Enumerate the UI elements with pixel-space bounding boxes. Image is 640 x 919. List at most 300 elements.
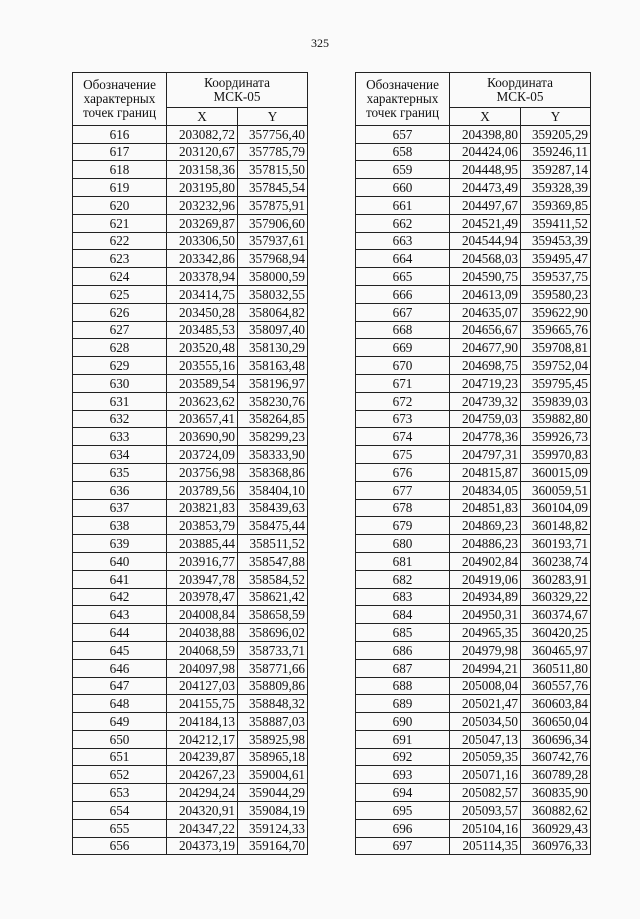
x-coordinate-cell: 204239,87 <box>167 748 238 766</box>
point-id-cell: 689 <box>356 695 450 713</box>
x-coordinate-cell: 204590,75 <box>450 268 521 286</box>
table-row <box>356 357 591 375</box>
y-coordinate-cell: 359839,03 <box>521 392 591 410</box>
x-coordinate-cell: 204902,84 <box>450 552 521 570</box>
x-coordinate-cell: 203978,47 <box>167 588 238 606</box>
point-id-cell: 676 <box>356 463 450 481</box>
point-id-cell: 618 <box>73 161 167 179</box>
x-coordinate-cell: 204965,35 <box>450 624 521 642</box>
x-coordinate-cell: 204719,23 <box>450 374 521 392</box>
x-coordinate-cell: 204521,49 <box>450 214 521 232</box>
table-row <box>356 641 591 659</box>
point-id-cell: 622 <box>73 232 167 250</box>
x-coordinate-cell: 203414,75 <box>167 285 238 303</box>
point-id-cell: 658 <box>356 143 450 161</box>
y-header: Y <box>238 108 308 126</box>
y-coordinate-cell: 358658,59 <box>238 606 308 624</box>
table-row <box>73 179 308 197</box>
x-coordinate-cell: 204544,94 <box>450 232 521 250</box>
point-id-cell: 630 <box>73 374 167 392</box>
point-id-cell: 662 <box>356 214 450 232</box>
table-row <box>356 463 591 481</box>
x-coordinate-cell: 204797,31 <box>450 446 521 464</box>
x-coordinate-cell: 204656,67 <box>450 321 521 339</box>
y-coordinate-cell: 360238,74 <box>521 552 591 570</box>
table-row <box>73 784 308 802</box>
header-line: МСК-05 <box>496 89 544 104</box>
y-coordinate-cell: 358733,71 <box>238 641 308 659</box>
point-id-cell: 646 <box>73 659 167 677</box>
y-coordinate-cell: 360696,34 <box>521 730 591 748</box>
coordinates-table-left <box>72 72 308 855</box>
point-id-cell: 693 <box>356 766 450 784</box>
y-coordinate-cell: 358696,02 <box>238 624 308 642</box>
y-coordinate-cell: 358965,18 <box>238 748 308 766</box>
table-row <box>356 713 591 731</box>
x-coordinate-cell: 204698,75 <box>450 357 521 375</box>
point-id-cell: 666 <box>356 285 450 303</box>
x-coordinate-cell: 204212,17 <box>167 730 238 748</box>
point-id-cell: 683 <box>356 588 450 606</box>
coordinate-header <box>450 73 591 108</box>
x-coordinate-cell: 204068,59 <box>167 641 238 659</box>
y-coordinate-cell: 358264,85 <box>238 410 308 428</box>
y-coordinate-cell: 358848,32 <box>238 695 308 713</box>
x-coordinate-cell: 204155,75 <box>167 695 238 713</box>
x-coordinate-cell: 204347,22 <box>167 819 238 837</box>
point-id-cell: 656 <box>73 837 167 855</box>
x-coordinate-cell: 205071,16 <box>450 766 521 784</box>
y-coordinate-cell: 357815,50 <box>238 161 308 179</box>
y-coordinate-cell: 358621,42 <box>238 588 308 606</box>
point-id-cell: 617 <box>73 143 167 161</box>
point-id-cell: 680 <box>356 535 450 553</box>
point-id-cell: 650 <box>73 730 167 748</box>
table-row <box>356 214 591 232</box>
point-label-header <box>356 73 450 126</box>
table-row <box>356 535 591 553</box>
y-coordinate-cell: 358333,90 <box>238 446 308 464</box>
x-coordinate-cell: 203195,80 <box>167 179 238 197</box>
x-coordinate-cell: 203789,56 <box>167 481 238 499</box>
point-id-cell: 657 <box>356 125 450 143</box>
table-row <box>73 303 308 321</box>
y-coordinate-cell: 359369,85 <box>521 196 591 214</box>
table-row <box>356 321 591 339</box>
table-row <box>356 730 591 748</box>
table-row <box>356 677 591 695</box>
point-id-cell: 627 <box>73 321 167 339</box>
point-id-cell: 628 <box>73 339 167 357</box>
y-coordinate-cell: 357875,91 <box>238 196 308 214</box>
x-coordinate-cell: 203450,28 <box>167 303 238 321</box>
point-id-cell: 621 <box>73 214 167 232</box>
y-coordinate-cell: 359752,04 <box>521 357 591 375</box>
point-id-cell: 682 <box>356 570 450 588</box>
table-row <box>73 730 308 748</box>
x-coordinate-cell: 203947,78 <box>167 570 238 588</box>
y-coordinate-cell: 359164,70 <box>238 837 308 855</box>
table-row <box>356 784 591 802</box>
y-coordinate-cell: 359580,23 <box>521 285 591 303</box>
y-coordinate-cell: 358196,97 <box>238 374 308 392</box>
x-coordinate-cell: 205082,57 <box>450 784 521 802</box>
table-row <box>73 357 308 375</box>
x-coordinate-cell: 204127,03 <box>167 677 238 695</box>
table-row <box>73 196 308 214</box>
point-id-cell: 623 <box>73 250 167 268</box>
x-coordinate-cell: 204739,32 <box>450 392 521 410</box>
y-coordinate-cell: 357906,60 <box>238 214 308 232</box>
table-row <box>73 552 308 570</box>
table-row <box>356 695 591 713</box>
header-line: Координата <box>204 75 270 91</box>
point-id-cell: 652 <box>73 766 167 784</box>
table-row <box>356 268 591 286</box>
header-line: точек границ <box>365 104 440 120</box>
y-coordinate-cell: 357785,79 <box>238 143 308 161</box>
y-coordinate-cell: 359084,19 <box>238 802 308 820</box>
table-row <box>356 766 591 784</box>
table-row <box>356 624 591 642</box>
table-row <box>356 303 591 321</box>
header-line: Координата <box>487 75 553 91</box>
table-row <box>73 819 308 837</box>
table-row <box>356 285 591 303</box>
point-id-cell: 684 <box>356 606 450 624</box>
point-id-cell: 688 <box>356 677 450 695</box>
point-id-cell: 675 <box>356 446 450 464</box>
table-row <box>73 428 308 446</box>
table-row <box>73 713 308 731</box>
y-coordinate-cell: 360742,76 <box>521 748 591 766</box>
x-coordinate-cell: 204424,06 <box>450 143 521 161</box>
table-row <box>73 232 308 250</box>
point-id-cell: 669 <box>356 339 450 357</box>
x-coordinate-cell: 204677,90 <box>450 339 521 357</box>
x-coordinate-cell: 203589,54 <box>167 374 238 392</box>
x-coordinate-cell: 203232,96 <box>167 196 238 214</box>
point-id-cell: 668 <box>356 321 450 339</box>
x-coordinate-cell: 203378,94 <box>167 268 238 286</box>
y-coordinate-cell: 360929,43 <box>521 819 591 837</box>
point-id-cell: 654 <box>73 802 167 820</box>
table-body <box>356 125 591 855</box>
x-coordinate-cell: 205047,13 <box>450 730 521 748</box>
table-row <box>73 161 308 179</box>
point-id-cell: 629 <box>73 357 167 375</box>
table-row <box>356 499 591 517</box>
x-coordinate-cell: 204834,05 <box>450 481 521 499</box>
table-row <box>73 250 308 268</box>
point-id-cell: 671 <box>356 374 450 392</box>
table-row <box>356 196 591 214</box>
y-coordinate-cell: 359044,29 <box>238 784 308 802</box>
x-coordinate-cell: 204886,23 <box>450 535 521 553</box>
x-coordinate-cell: 204097,98 <box>167 659 238 677</box>
y-coordinate-cell: 360059,51 <box>521 481 591 499</box>
table-row <box>356 161 591 179</box>
x-coordinate-cell: 204038,88 <box>167 624 238 642</box>
y-coordinate-cell: 358511,52 <box>238 535 308 553</box>
y-coordinate-cell: 358368,86 <box>238 463 308 481</box>
y-coordinate-cell: 359328,39 <box>521 179 591 197</box>
table-row <box>356 232 591 250</box>
y-coordinate-cell: 359246,11 <box>521 143 591 161</box>
table-row <box>73 802 308 820</box>
table-row <box>73 463 308 481</box>
point-id-cell: 663 <box>356 232 450 250</box>
point-id-cell: 661 <box>356 196 450 214</box>
table-row <box>356 837 591 855</box>
y-coordinate-cell: 360015,09 <box>521 463 591 481</box>
x-coordinate-cell: 203853,79 <box>167 517 238 535</box>
table-row <box>73 588 308 606</box>
y-coordinate-cell: 360374,67 <box>521 606 591 624</box>
y-coordinate-cell: 358887,03 <box>238 713 308 731</box>
point-id-cell: 681 <box>356 552 450 570</box>
table-row <box>73 374 308 392</box>
x-header: X <box>167 108 238 126</box>
table-row <box>73 214 308 232</box>
point-id-cell: 620 <box>73 196 167 214</box>
x-coordinate-cell: 204373,19 <box>167 837 238 855</box>
x-coordinate-cell: 204979,98 <box>450 641 521 659</box>
point-id-cell: 625 <box>73 285 167 303</box>
x-coordinate-cell: 204448,95 <box>450 161 521 179</box>
x-coordinate-cell: 205059,35 <box>450 748 521 766</box>
point-id-cell: 686 <box>356 641 450 659</box>
table-row <box>356 250 591 268</box>
y-coordinate-cell: 360557,76 <box>521 677 591 695</box>
point-id-cell: 677 <box>356 481 450 499</box>
y-coordinate-cell: 357937,61 <box>238 232 308 250</box>
x-coordinate-cell: 203690,90 <box>167 428 238 446</box>
table-row <box>356 374 591 392</box>
table-row <box>356 748 591 766</box>
x-coordinate-cell: 203724,09 <box>167 446 238 464</box>
y-coordinate-cell: 359926,73 <box>521 428 591 446</box>
y-coordinate-cell: 358000,59 <box>238 268 308 286</box>
x-coordinate-cell: 204320,91 <box>167 802 238 820</box>
point-id-cell: 692 <box>356 748 450 766</box>
point-id-cell: 678 <box>356 499 450 517</box>
point-id-cell: 619 <box>73 179 167 197</box>
table-row <box>356 588 591 606</box>
x-coordinate-cell: 203485,53 <box>167 321 238 339</box>
table-row <box>356 392 591 410</box>
table-row <box>73 285 308 303</box>
y-coordinate-cell: 360148,82 <box>521 517 591 535</box>
header-line: характерных <box>366 90 439 106</box>
x-coordinate-cell: 203916,77 <box>167 552 238 570</box>
table-row <box>356 517 591 535</box>
page-number: 325 <box>311 36 329 50</box>
point-id-cell: 649 <box>73 713 167 731</box>
point-id-cell: 655 <box>73 819 167 837</box>
point-id-cell: 638 <box>73 517 167 535</box>
x-coordinate-cell: 203082,72 <box>167 125 238 143</box>
table-row <box>73 659 308 677</box>
table-row <box>73 446 308 464</box>
coordinate-header <box>167 73 308 108</box>
x-coordinate-cell: 205104,16 <box>450 819 521 837</box>
table-row <box>356 446 591 464</box>
table-row <box>73 499 308 517</box>
y-coordinate-cell: 359622,90 <box>521 303 591 321</box>
point-id-cell: 634 <box>73 446 167 464</box>
x-coordinate-cell: 204635,07 <box>450 303 521 321</box>
point-id-cell: 691 <box>356 730 450 748</box>
x-coordinate-cell: 204869,23 <box>450 517 521 535</box>
table-row <box>73 321 308 339</box>
x-coordinate-cell: 203821,83 <box>167 499 238 517</box>
table-row <box>73 410 308 428</box>
point-id-cell: 674 <box>356 428 450 446</box>
y-coordinate-cell: 359795,45 <box>521 374 591 392</box>
table-row <box>356 819 591 837</box>
y-coordinate-cell: 358475,44 <box>238 517 308 535</box>
y-coordinate-cell: 359004,61 <box>238 766 308 784</box>
point-id-cell: 694 <box>356 784 450 802</box>
y-coordinate-cell: 358064,82 <box>238 303 308 321</box>
x-coordinate-cell: 204294,24 <box>167 784 238 802</box>
y-coordinate-cell: 358032,55 <box>238 285 308 303</box>
point-id-cell: 645 <box>73 641 167 659</box>
point-id-cell: 631 <box>73 392 167 410</box>
point-id-cell: 687 <box>356 659 450 677</box>
x-coordinate-cell: 205021,47 <box>450 695 521 713</box>
point-id-cell: 636 <box>73 481 167 499</box>
y-coordinate-cell: 360835,90 <box>521 784 591 802</box>
y-coordinate-cell: 357756,40 <box>238 125 308 143</box>
header-line: МСК-05 <box>213 89 261 104</box>
point-id-cell: 633 <box>73 428 167 446</box>
point-id-cell: 695 <box>356 802 450 820</box>
y-coordinate-cell: 360650,04 <box>521 713 591 731</box>
table-row <box>356 410 591 428</box>
y-coordinate-cell: 358809,86 <box>238 677 308 695</box>
y-coordinate-cell: 357845,54 <box>238 179 308 197</box>
table-row <box>73 570 308 588</box>
x-coordinate-cell: 203158,36 <box>167 161 238 179</box>
table-row <box>73 392 308 410</box>
y-coordinate-cell: 360193,71 <box>521 535 591 553</box>
y-coordinate-cell: 358404,10 <box>238 481 308 499</box>
y-coordinate-cell: 360465,97 <box>521 641 591 659</box>
table-row <box>356 481 591 499</box>
x-coordinate-cell: 204919,06 <box>450 570 521 588</box>
table-row <box>356 428 591 446</box>
coordinates-table-right <box>355 72 591 855</box>
point-id-cell: 651 <box>73 748 167 766</box>
table-row <box>73 677 308 695</box>
y-coordinate-cell: 359537,75 <box>521 268 591 286</box>
x-coordinate-cell: 204568,03 <box>450 250 521 268</box>
header-line: Обозначение <box>366 77 439 93</box>
point-id-cell: 641 <box>73 570 167 588</box>
x-coordinate-cell: 204008,84 <box>167 606 238 624</box>
point-id-cell: 697 <box>356 837 450 855</box>
point-id-cell: 624 <box>73 268 167 286</box>
point-id-cell: 673 <box>356 410 450 428</box>
point-id-cell: 647 <box>73 677 167 695</box>
y-coordinate-cell: 360789,28 <box>521 766 591 784</box>
point-id-cell: 635 <box>73 463 167 481</box>
point-id-cell: 653 <box>73 784 167 802</box>
y-coordinate-cell: 358547,88 <box>238 552 308 570</box>
point-id-cell: 643 <box>73 606 167 624</box>
y-coordinate-cell: 359665,76 <box>521 321 591 339</box>
x-coordinate-cell: 204759,03 <box>450 410 521 428</box>
table-row <box>73 268 308 286</box>
x-coordinate-cell: 203885,44 <box>167 535 238 553</box>
y-coordinate-cell: 358771,66 <box>238 659 308 677</box>
x-coordinate-cell: 204994,21 <box>450 659 521 677</box>
y-coordinate-cell: 359708,81 <box>521 339 591 357</box>
x-coordinate-cell: 203120,67 <box>167 143 238 161</box>
point-label-header <box>73 73 167 126</box>
x-coordinate-cell: 205093,57 <box>450 802 521 820</box>
y-coordinate-cell: 358299,23 <box>238 428 308 446</box>
point-id-cell: 664 <box>356 250 450 268</box>
table-row <box>73 641 308 659</box>
table-row <box>73 125 308 143</box>
y-coordinate-cell: 359205,29 <box>521 125 591 143</box>
table-row <box>356 339 591 357</box>
y-coordinate-cell: 360511,80 <box>521 659 591 677</box>
x-coordinate-cell: 204473,49 <box>450 179 521 197</box>
y-coordinate-cell: 359124,33 <box>238 819 308 837</box>
x-coordinate-cell: 204815,87 <box>450 463 521 481</box>
x-coordinate-cell: 203555,16 <box>167 357 238 375</box>
x-coordinate-cell: 204950,31 <box>450 606 521 624</box>
header-line: характерных <box>83 90 156 106</box>
x-coordinate-cell: 204398,80 <box>450 125 521 143</box>
table-row <box>73 837 308 855</box>
y-coordinate-cell: 358925,98 <box>238 730 308 748</box>
x-coordinate-cell: 203756,98 <box>167 463 238 481</box>
table-row <box>356 659 591 677</box>
x-coordinate-cell: 204184,13 <box>167 713 238 731</box>
table-row <box>356 552 591 570</box>
y-coordinate-cell: 358130,29 <box>238 339 308 357</box>
x-coordinate-cell: 203657,41 <box>167 410 238 428</box>
table-row <box>356 802 591 820</box>
point-id-cell: 639 <box>73 535 167 553</box>
y-coordinate-cell: 360283,91 <box>521 570 591 588</box>
x-coordinate-cell: 204851,83 <box>450 499 521 517</box>
point-id-cell: 648 <box>73 695 167 713</box>
x-coordinate-cell: 203269,87 <box>167 214 238 232</box>
x-coordinate-cell: 204934,89 <box>450 588 521 606</box>
point-id-cell: 660 <box>356 179 450 197</box>
table-row <box>73 143 308 161</box>
point-id-cell: 685 <box>356 624 450 642</box>
y-coordinate-cell: 359970,83 <box>521 446 591 464</box>
y-coordinate-cell: 358163,48 <box>238 357 308 375</box>
table-row <box>356 570 591 588</box>
y-coordinate-cell: 360329,22 <box>521 588 591 606</box>
point-id-cell: 690 <box>356 713 450 731</box>
y-coordinate-cell: 359287,14 <box>521 161 591 179</box>
table-row <box>356 143 591 161</box>
x-coordinate-cell: 205008,04 <box>450 677 521 695</box>
point-id-cell: 667 <box>356 303 450 321</box>
point-id-cell: 696 <box>356 819 450 837</box>
y-coordinate-cell: 359495,47 <box>521 250 591 268</box>
point-id-cell: 644 <box>73 624 167 642</box>
